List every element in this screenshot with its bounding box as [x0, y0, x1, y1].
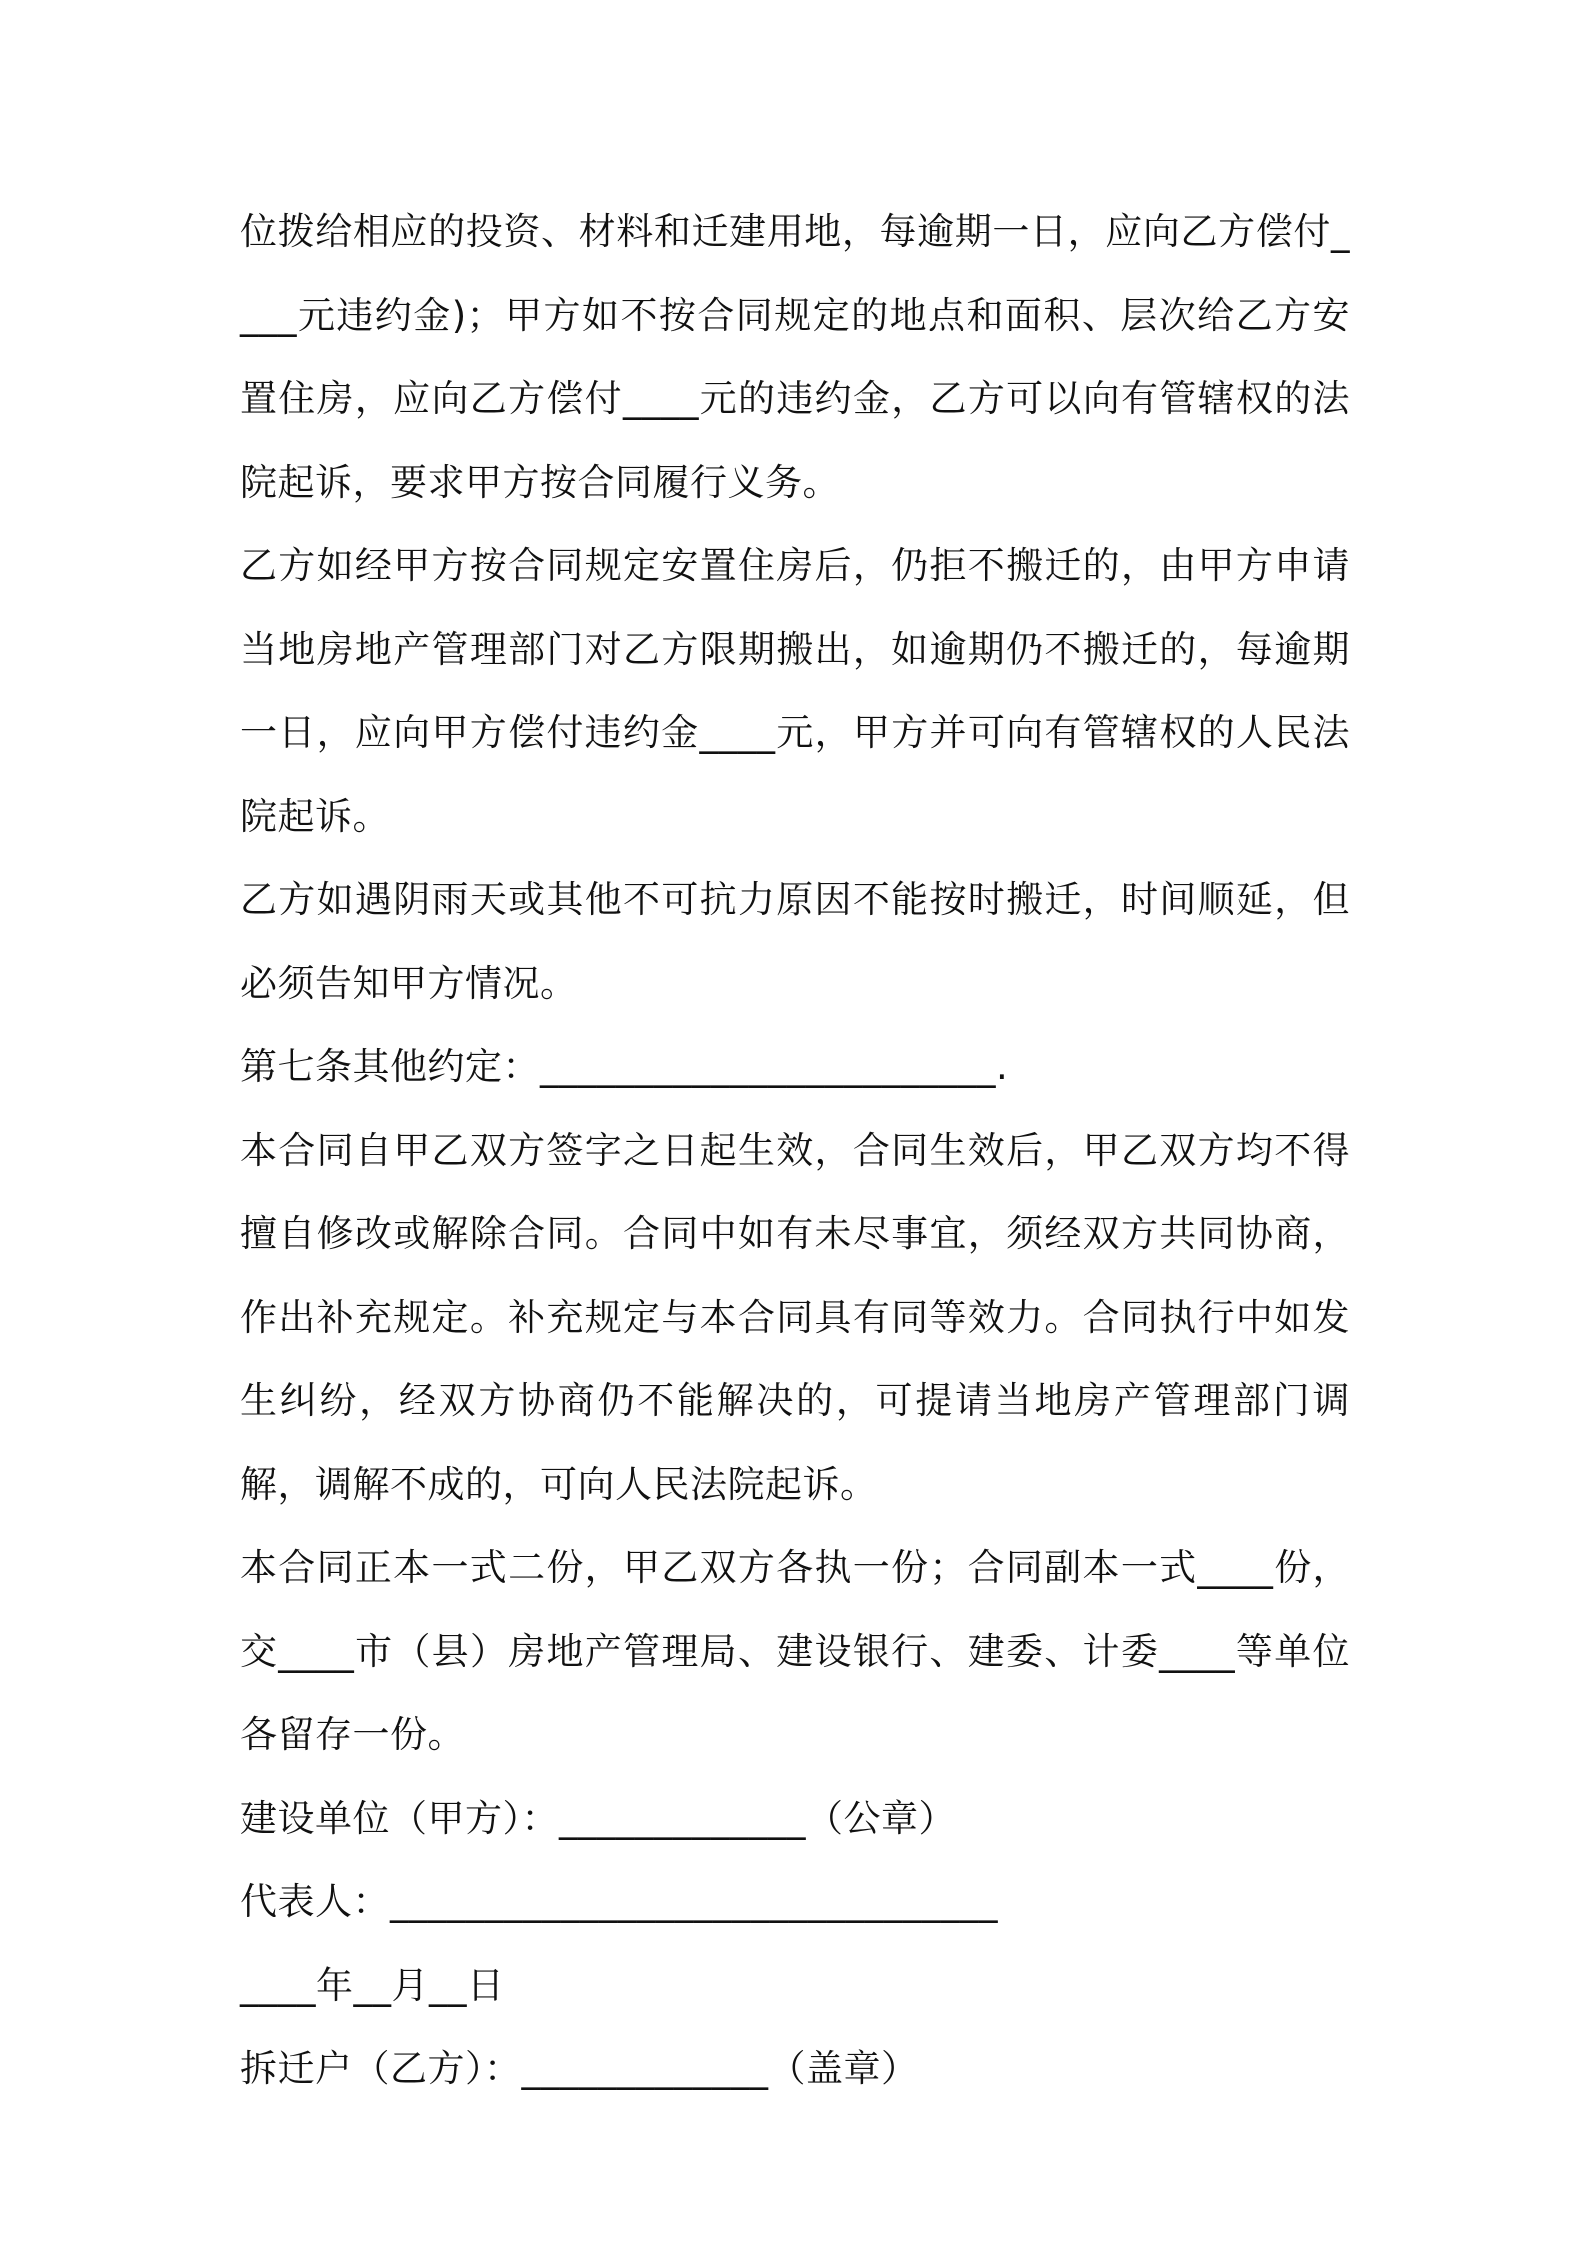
signature-party-b: 拆迁户（乙方）：_____________（盖章）: [240, 2047, 919, 2090]
paragraph-effectiveness: 本合同自甲乙双方签字之日起生效，合同生效后，甲乙双方均不得擅自修改或解除合同。合同中如有未尽事宜，须经双方共同协商，作出补充规定。补充规定与本合同具有同等效力。合同执行中如发生纠纷，经双方协商仍不能解决的，可提请当地房产管理部门调解，调解不成的，可向人民法院起诉。: [240, 1128, 1350, 1506]
paragraph-article-seven: 第七条其他约定：________________________.: [240, 1045, 1009, 1088]
paragraph-penalty-party-a: 位拨给相应的投资、材料和迁建用地，每逾期一日，应向乙方偿付____元违约金)；甲方如不按合同规定的地点和面积、层次给乙方安置住房，应向乙方偿付____元的违约金，乙方可以向有管辖权的法院起诉，要求甲方按合同履行义务。: [240, 210, 1350, 504]
signature-date: ____年__月__日: [240, 1963, 505, 2007]
paragraph-copies: 本合同正本一式二份，甲乙双方各执一份；合同副本一式____份，交____市（县）房地产管理局、建设银行、建委、计委____等单位各留存一份。: [240, 1546, 1350, 1756]
paragraph-penalty-party-b: 乙方如经甲方按合同规定安置住房后，仍拒不搬迁的，由甲方申请当地房地产管理部门对乙方限期搬出，如逾期仍不搬迁的，每逾期一日，应向甲方偿付违约金____元，甲方并可向有管辖权的人民法院起诉。: [240, 544, 1350, 838]
signature-representative: 代表人：________________________________: [240, 1880, 998, 1923]
document-body: [240, 190, 1350, 2111]
signature-party-a: 建设单位（甲方）：_____________（公章）: [240, 1796, 956, 1840]
paragraph-force-majeure: 乙方如遇阴雨天或其他不可抗力原因不能按时搬迁，时间顺延，但必须告知甲方情况。: [240, 878, 1350, 1005]
